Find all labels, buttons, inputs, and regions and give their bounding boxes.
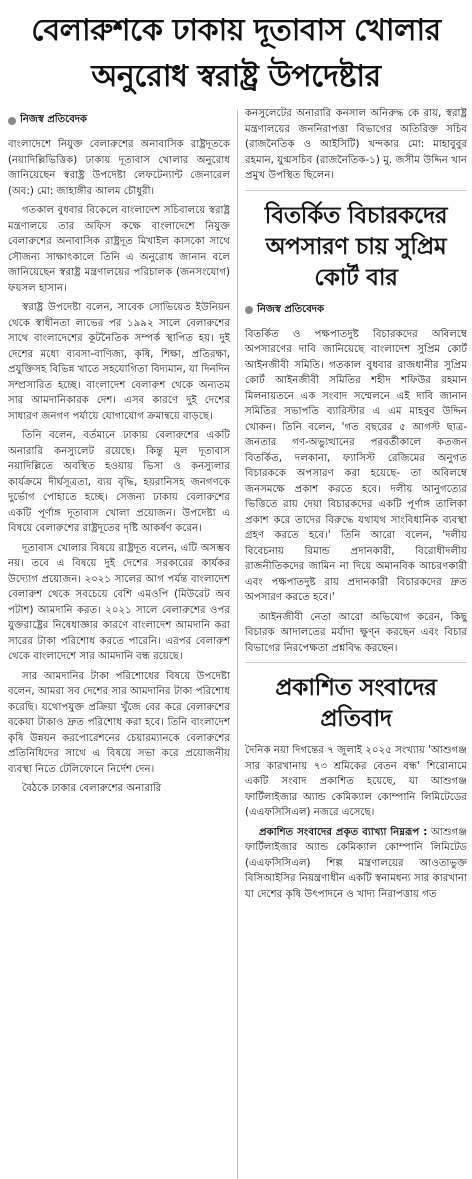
main-story-continuation: কনসুলেটের অনারারি কনসাল অনিরুদ্ধ কে রায়, স্বরাষ্ট্র মন্ত্রণালয়ের জননিরাপত্তা বিভাগের অতিরিক্ত সচিব (রাজনৈতিক ও আইসিটি) খন্দকার মো: মাহাবুবুর রহমান, যুগ্মসচিব (রাজনৈতিক-১) মু. জসীম উদ্দিন খান প্রমুখ উপস্থিত ছিলেন।: [245, 108, 467, 181]
main-paragraph-1: বাংলাদেশে নিযুক্ত বেলারুশের অনাবাসিক রাষ্ট্রদূতকে (নয়াদিল্লিভিত্তিক) ঢাকায় দূতাবাস খোলার অনুরোধ জানিয়েছেন স্বরাষ্ট্র উপদেষ্টা লেফটেন্যান্ট জেনারেল (অব:) মো: জাহাঙ্গীর আলম চৌধুরী।: [8, 139, 230, 197]
story-separator: [245, 662, 467, 663]
column-divider: [237, 110, 238, 1179]
story-three-headline-line-2: প্রতিবাদ: [320, 706, 392, 732]
main-headline-line-2: অনুরোধ স্বরাষ্ট্র উপদেষ্টার: [91, 59, 381, 94]
main-headline: [6, 8, 466, 100]
story-three-lead-bold: প্রকাশিত সংবাদের প্রকৃত ব্যাখ্যা নিম্নরূপ :: [259, 826, 428, 838]
main-paragraph-4: তিনি বলেন, বর্তমানে ঢাকায় বেলারুশের একটি অনারারি কনস্যুলেট রয়েছে। কিন্তু মূল দূতাবাস নয়াদিল্লিতে অবস্থিত হওয়ায় ভিসা ও কনস্যুলার কার্যক্রমে দীর্ঘসূত্রতা, ব্যয় বৃদ্ধি, হয়রানিসহ জনগণকে দুর্ভোগ পোহাতে হচ্ছে। সেজন্য ঢাকায় বেলারুশের একটি পূর্ণাঙ্গ দূতাবাস খোলা প্রয়োজন। উপদেষ্টা এ বিষয়ে বেলারুশের রাষ্ট্রদূতের দৃষ্টি আকর্ষণ করেন।: [8, 430, 230, 534]
main-paragraph-6: সার আমদানির টাকা পরিশোধের বিষয়ে উপদেষ্টা বলেন, আমরা সব দেশের সার আমদানির টাকা পরিশোধ করেছি। যথোপযুক্ত প্রক্রিয়া খুঁজে বের করে বেলারুশের বকেয়া টাকাও দ্রুত পরিশোধ করা হবে। তিনি বাংলাদেশ কৃষি উন্নয়ন করপোরেশনের চেয়ারম্যানকে বেলারুশের প্রতিনিধিদের সাথে এ বিষয়ে সভা করে প্রয়োজনীয় ব্যবস্থা নিতে টেলিফোনে নির্দেশ দেন।: [8, 670, 230, 775]
story-two-paragraph-1: বিতর্কিত ও পক্ষপাতদুষ্ট বিচারকদের অবিলম্বে অপসারণের দাবি জানিয়েছে বাংলাদেশ সুপ্রিম কোর্ট আইনজীবী সমিতি। গতকাল বুধবার রাজধানীর সুপ্রিম কোর্ট আইনজীবী সমিতির শহীদ শফিউর রহমান মিলনায়তনে এক সংবাদ সম্মেলনে এই দাবি জানান সমিতির সভাপতি ব্যারিস্টার এ এম মাহবুব উদ্দিন খোকন। তিনি বলেন, 'গত বছরের ৫ আগস্ট ছাত্র-জনতার গণ-অভ্যুত্থানের পরবর্তীকালে কতজন বিতর্কিত, দলকানা, ফ্যাসিস্ট রেজিমের অনুগত বিচারককে অপসারণ করা হয়েছে- তা অবিলম্বে জনসমক্ষে প্রকাশ করতে হবে। দলীয় আনুগত্যের ভিত্তিতে রায় দেয়া বিচারকদের একটি পূর্ণাঙ্গ তালিকা প্রকাশ করে তাদের বিরুদ্ধে যথাযথ সাংবিধানিক ব্যবস্থা গ্রহণ করতে হবে।' তিনি আরো বলেন, 'দলীয় বিবেচনায় রিমান্ড প্রদানকারী, বিরোধীদলীয় রাজনীতিকদের জামিন না দিয়ে অমানবিক আচরণকারী এবং পক্ষপাতদুষ্ট রায় প্রদানকারী বিচারকদের দ্রুত অপসারণ করতে হবে।': [245, 328, 467, 603]
story-two-byline: [245, 302, 467, 319]
story-three-paragraph-2: [245, 825, 467, 903]
main-headline-line-1: বেলারুশকে ঢাকায় দূতাবাস খোলার: [31, 13, 441, 48]
byline-bullet-icon: [245, 306, 253, 314]
story-three-headline-line-1: প্রকাশিত সংবাদের: [275, 675, 437, 701]
main-byline: [8, 112, 230, 129]
story-two-headline-line-1: বিতর্কিত বিচারকদের: [264, 202, 448, 229]
main-paragraph-3: স্বরাষ্ট্র উপদেষ্টা বলেন, সাবেক সোভিয়েত ইউনিয়ন থেকে স্বাধীনতা লাভের পর ১৯৯২ সালে বেলারুশের সাথে বাংলাদেশের কূটনৈতিক সম্পর্ক স্থাপিত হয়। দুই দেশের মধ্যে ব্যবসা-বাণিজ্য, কৃষি, শিক্ষা, প্রতিরক্ষা, প্রযুক্তিসহ বিভিন্ন খাতে সহযোগিতা বিদ্যমান, যা দিনদিন সম্প্রসারিত হচ্ছে। বাংলাদেশ বেলারুশ থেকে অন্যতম সার আমদানিকারক দেশ। এসব কারণে দুই দেশের সাধারণ জনগণ পর্যায়ে যোগাযোগ ক্রমান্বয়ে বাড়ছে।: [8, 302, 230, 422]
main-byline-text: নিজস্ব প্রতিবেদক: [20, 114, 88, 125]
story-two-headline-line-2: অপসারণ চায় সুপ্রিম: [265, 233, 447, 260]
story-two-byline-text: নিজস্ব প্রতিবেদক: [257, 303, 325, 315]
main-paragraph-2: গতকাল বুধবার বিকেলে বাংলাদেশ সচিবালয়ে স্বরাষ্ট্র মন্ত্রণালয়ে তার অফিস কক্ষে বাংলাদেশে নিযুক্ত বেলারুশের অনাবাসিক রাষ্ট্রদূত মিখাইল কাসকো সাথে সৌজন্য সাক্ষাৎকালে তিনি এ অনুরোধ জানান বলে জানিয়েছেন স্বরাষ্ট্র মন্ত্রণালয়ের পরিচালক (জনসংযোগ) ফয়সল হাসান।: [8, 205, 230, 294]
story-two-headline-line-3: কোর্ট বার: [314, 264, 398, 291]
story-three-paragraph-1: দৈনিক নয়া দিগন্তের ৭ জুলাই ২০২৫ সংখ্যায় 'আশুগঞ্জ সার কারখানায় ৭৩ শ্রমিকের বেতন বন্ধ' শিরোনামে একটি সংবাদ প্রকাশিত হয়েছে, যা আশুগঞ্জ ফার্টিলাইজার অ্যান্ড কেমিক্যাল কোম্পানি লিমিটেডের (এএফসিসিএল) নজরে এসেছে।: [245, 745, 467, 818]
story-separator: [245, 190, 467, 191]
main-paragraph-7: বৈঠকে ঢাকার বেলারুশের অনারারি: [22, 783, 162, 794]
story-two-paragraph-2: আইনজীবী নেতা আরো অভিযোগ করেন, কিছু বিচারক আদালতের মর্যাদা ক্ষুণ্ন করছেন এবং বিচার বিভাগের নিরপেক্ষতা প্রশ্নবিদ্ধ করছেন।: [245, 611, 467, 654]
story-two-headline: [245, 201, 467, 294]
story-three-lead-rest: আশুগঞ্জ ফার্টিলাইজার অ্যান্ড কেমিক্যাল কোম্পানি লিমিটেড (এএফসিসিএল) শিল্প মন্ত্রণালয়ের আওতাভুক্ত বিসিআইসির নিয়ন্ত্রণাধীন একটি স্বনামধন্য সার কারখানা যা দেশের কৃষি উৎপাদনে ও খাদ্য নিরাপত্তায় গত: [245, 826, 467, 900]
byline-bullet-icon: [8, 117, 16, 125]
story-three-headline: [245, 673, 467, 735]
main-story-column: [8, 112, 230, 801]
right-column: [245, 106, 467, 906]
main-paragraph-5: দূতাবাস খোলার বিষয়ে রাষ্ট্রদূত বলেন, এটি অসম্ভব নয়। তবে এ বিষয়ে দুই দেশের সরকারের কার্যকর উদ্যোগ প্রয়োজন। ২০২১ সালের আগ পর্যন্ত বাংলাদেশ বেলারুশ থেকে সবচেয়ে বেশি এমওপি (মিউরেট অব পটাশ) আমদানি করত। ২০২১ সালে বেলারুশের ওপর যুক্তরাষ্ট্রের নিষেধাজ্ঞার কারণে বাংলাদেশ আমদানি করা সারের টাকা পরিশোধ করতে পারেনি। এরপর বেলারুশ থেকে বাংলাদেশে সার আমদানি বন্ধ রয়েছে।: [8, 542, 230, 662]
